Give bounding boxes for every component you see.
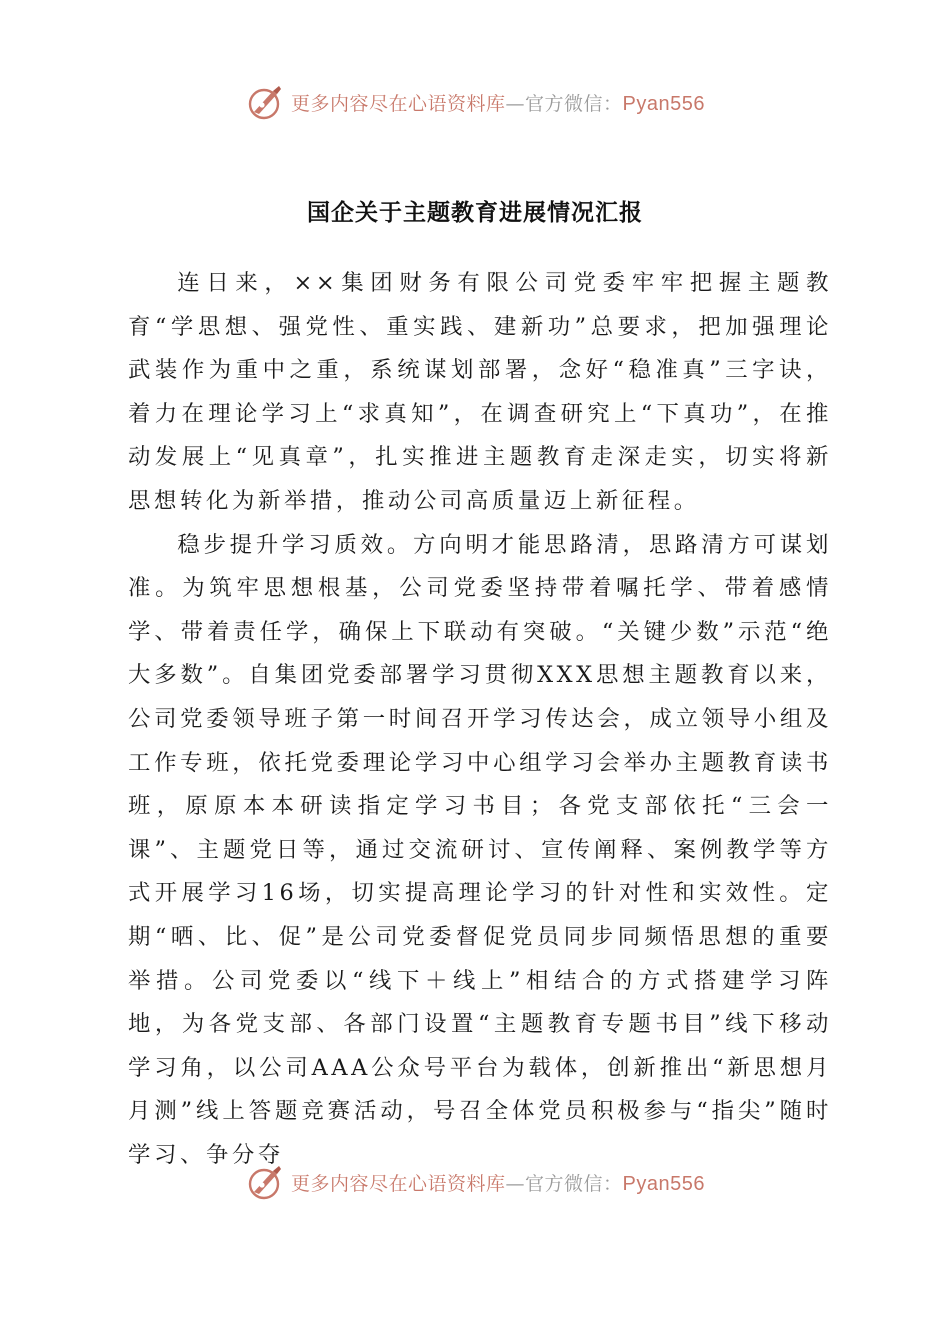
document-body	[128, 262, 832, 1177]
watermark-text: 更多内容尽在心语资料库	[291, 1172, 506, 1195]
watermark-separator: —	[505, 1172, 526, 1195]
document-title: 国企关于主题教育进展情况汇报	[307, 200, 643, 226]
watermark-wechat-id: Pyan556	[622, 92, 705, 115]
watermark-text: 更多内容尽在心语资料库	[291, 92, 506, 115]
paragraph-2: 稳步提升学习质效。方向明才能思路清，思路清方可谋划准。为筑牢思想根基，公司党委坚持带着嘱托学、带着感情学、带着责任学，确保上下联动有突破。“关键少数”示范“绝大多数”。自集团党委部署学习贯彻XXX思想主题教育以来，公司党委领导班子第一时间召开学习传达会，成立领导小组及工作专班，依托党委理论学习中心组学习会举办主题教育读书班，原原本本研读指定学习书目；各党支部依托“三会一课”、主题党日等，通过交流研讨、宣传阐释、案例教学等方式开展学习16场，切实提高理论学习的针对性和实效性。定期“晒、比、促”是公司党委督促党员同步同频悟思想的重要举措。公司党委以“线下＋线上”相结合的方式搭建学习阵地，为各党支部、各部门设置“主题教育专题书目”线下移动学习角，以公司AAA公众号平台为载体，创新推出“新思想月月测”线上答题竞赛活动，号召全体党员积极参与“指尖”随时学习、争分夺	[128, 531, 832, 1168]
header-watermark	[0, 80, 950, 124]
watermark-wechat-label: 官方微信：	[525, 92, 623, 115]
watermark-separator: —	[505, 92, 526, 115]
paragraph-1: 连日来，××集团财务有限公司党委牢牢把握主题教育“学思想、强党性、重实践、建新功”总要求，把加强理论武装作为重中之重，系统谋划部署，念好“稳准真”三字诀，着力在理论学习上“求真知”，在调查研究上“下真功”，在推动发展上“见真章”，扎实推进主题教育走深走实，切实将新思想转化为新举措，推动公司高质量迈上新征程。	[128, 270, 832, 514]
watermark-wechat-label: 官方微信：	[525, 1172, 623, 1195]
footer-watermark	[0, 1160, 950, 1204]
pen-circle-logo-icon	[245, 1162, 285, 1202]
pen-circle-logo-icon	[245, 82, 285, 122]
watermark-wechat-id: Pyan556	[622, 1172, 705, 1195]
